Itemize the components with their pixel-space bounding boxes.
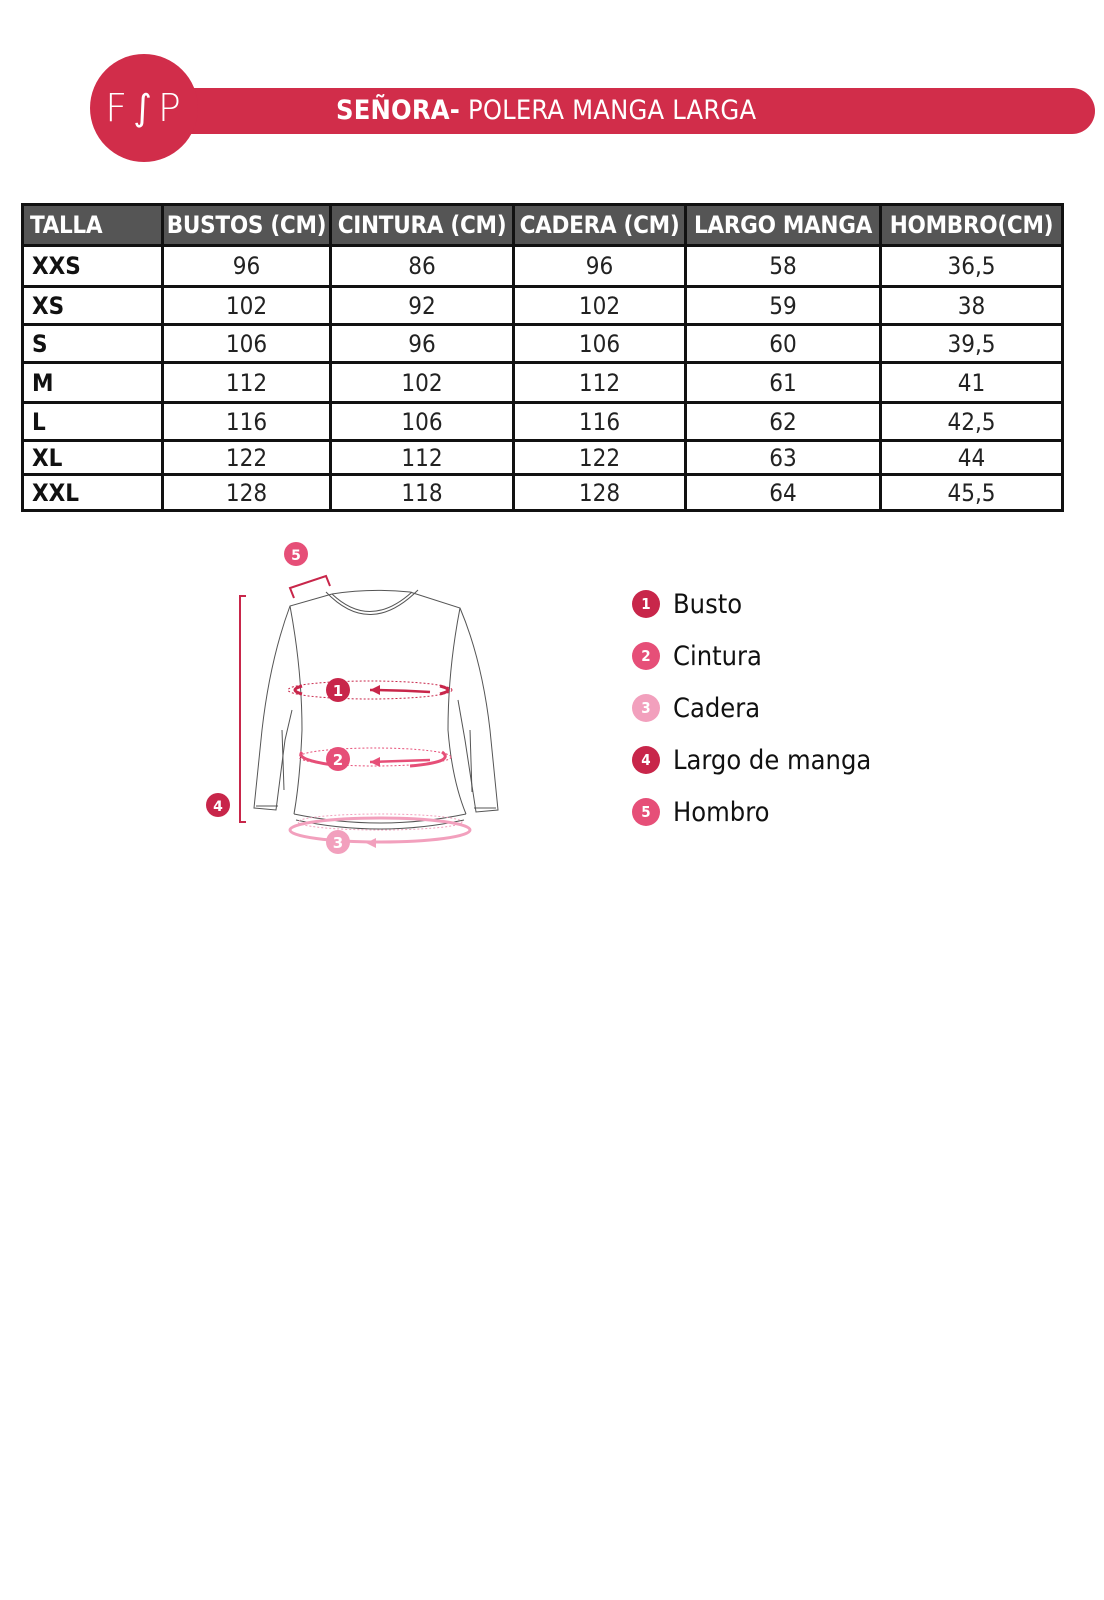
page-title <box>336 92 756 130</box>
table-header-row <box>23 205 1063 246</box>
logo-letter-p: P <box>157 86 183 130</box>
table-row <box>23 475 1063 511</box>
size-chart-table <box>21 203 1064 512</box>
header-bustos: BUSTOS (CM) <box>163 205 331 246</box>
sleeve-cell: 64 <box>686 475 881 511</box>
legend-label: Cintura <box>673 640 762 672</box>
shirt-measurement-diagram <box>190 530 520 870</box>
bust-cell: 112 <box>163 363 331 403</box>
table-row <box>23 441 1063 475</box>
shoulder-cell: 45,5 <box>881 475 1063 511</box>
waist-cell: 106 <box>331 403 514 441</box>
legend-item-hombro <box>632 786 871 838</box>
sleeve-cell: 59 <box>686 287 881 325</box>
shoulder-cell: 36,5 <box>881 246 1063 287</box>
number-3-icon: 3 <box>632 694 660 722</box>
shirt-illustration-icon <box>190 530 520 870</box>
bust-cell: 106 <box>163 325 331 363</box>
bust-cell: 116 <box>163 403 331 441</box>
bust-cell: 128 <box>163 475 331 511</box>
legend-item-busto <box>632 578 871 630</box>
waist-cell: 112 <box>331 441 514 475</box>
legend-item-cintura <box>632 630 871 682</box>
size-cell: XXL <box>23 475 163 511</box>
svg-text:2: 2 <box>332 751 344 769</box>
header-cintura: CINTURA (CM) <box>331 205 514 246</box>
shoulder-cell: 42,5 <box>881 403 1063 441</box>
hip-cell: 96 <box>514 246 686 287</box>
header-talla: TALLA <box>23 205 163 246</box>
waist-cell: 118 <box>331 475 514 511</box>
size-cell: XXS <box>23 246 163 287</box>
waist-cell: 92 <box>331 287 514 325</box>
legend-label: Hombro <box>673 796 770 828</box>
logo-letter-f: F <box>105 86 130 130</box>
svg-text:1: 1 <box>332 682 344 700</box>
svg-text:3: 3 <box>332 834 344 852</box>
shoulder-cell: 44 <box>881 441 1063 475</box>
shoulder-cell: 41 <box>881 363 1063 403</box>
table-row <box>23 403 1063 441</box>
bust-cell: 96 <box>163 246 331 287</box>
size-cell: XL <box>23 441 163 475</box>
sleeve-cell: 58 <box>686 246 881 287</box>
logo-glyph: ∫ <box>133 87 154 129</box>
shoulder-cell: 39,5 <box>881 325 1063 363</box>
legend-label: Busto <box>673 588 743 620</box>
title-light: POLERA MANGA LARGA <box>460 95 757 126</box>
hip-cell: 116 <box>514 403 686 441</box>
waist-cell: 102 <box>331 363 514 403</box>
hip-cell: 122 <box>514 441 686 475</box>
number-5-icon: 5 <box>632 798 660 826</box>
shoulder-cell: 38 <box>881 287 1063 325</box>
title-bold: SEÑORA- <box>336 95 461 126</box>
sleeve-cell: 61 <box>686 363 881 403</box>
legend-item-cadera <box>632 682 871 734</box>
size-cell: L <box>23 403 163 441</box>
legend-label: Cadera <box>673 692 761 724</box>
hip-cell: 106 <box>514 325 686 363</box>
table-row <box>23 287 1063 325</box>
legend-label: Largo de manga <box>673 744 872 776</box>
brand-logo <box>90 54 198 162</box>
legend-item-largo-manga <box>632 734 871 786</box>
header-cadera: CADERA (CM) <box>514 205 686 246</box>
size-cell: XS <box>23 287 163 325</box>
sleeve-cell: 63 <box>686 441 881 475</box>
hip-cell: 102 <box>514 287 686 325</box>
hip-cell: 112 <box>514 363 686 403</box>
table-row <box>23 363 1063 403</box>
number-2-icon: 2 <box>632 642 660 670</box>
bust-cell: 122 <box>163 441 331 475</box>
table-row <box>23 325 1063 363</box>
number-4-icon: 4 <box>632 746 660 774</box>
hip-cell: 128 <box>514 475 686 511</box>
header-hombro: HOMBRO(CM) <box>881 205 1063 246</box>
svg-text:4: 4 <box>213 799 223 815</box>
sleeve-cell: 62 <box>686 403 881 441</box>
size-cell: M <box>23 363 163 403</box>
svg-text:5: 5 <box>291 548 301 564</box>
table-row <box>23 246 1063 287</box>
bust-cell: 102 <box>163 287 331 325</box>
number-1-icon: 1 <box>632 590 660 618</box>
sleeve-cell: 60 <box>686 325 881 363</box>
header-largo-manga: LARGO MANGA <box>686 205 881 246</box>
measurement-legend <box>632 578 871 838</box>
size-cell: S <box>23 325 163 363</box>
waist-cell: 96 <box>331 325 514 363</box>
waist-cell: 86 <box>331 246 514 287</box>
